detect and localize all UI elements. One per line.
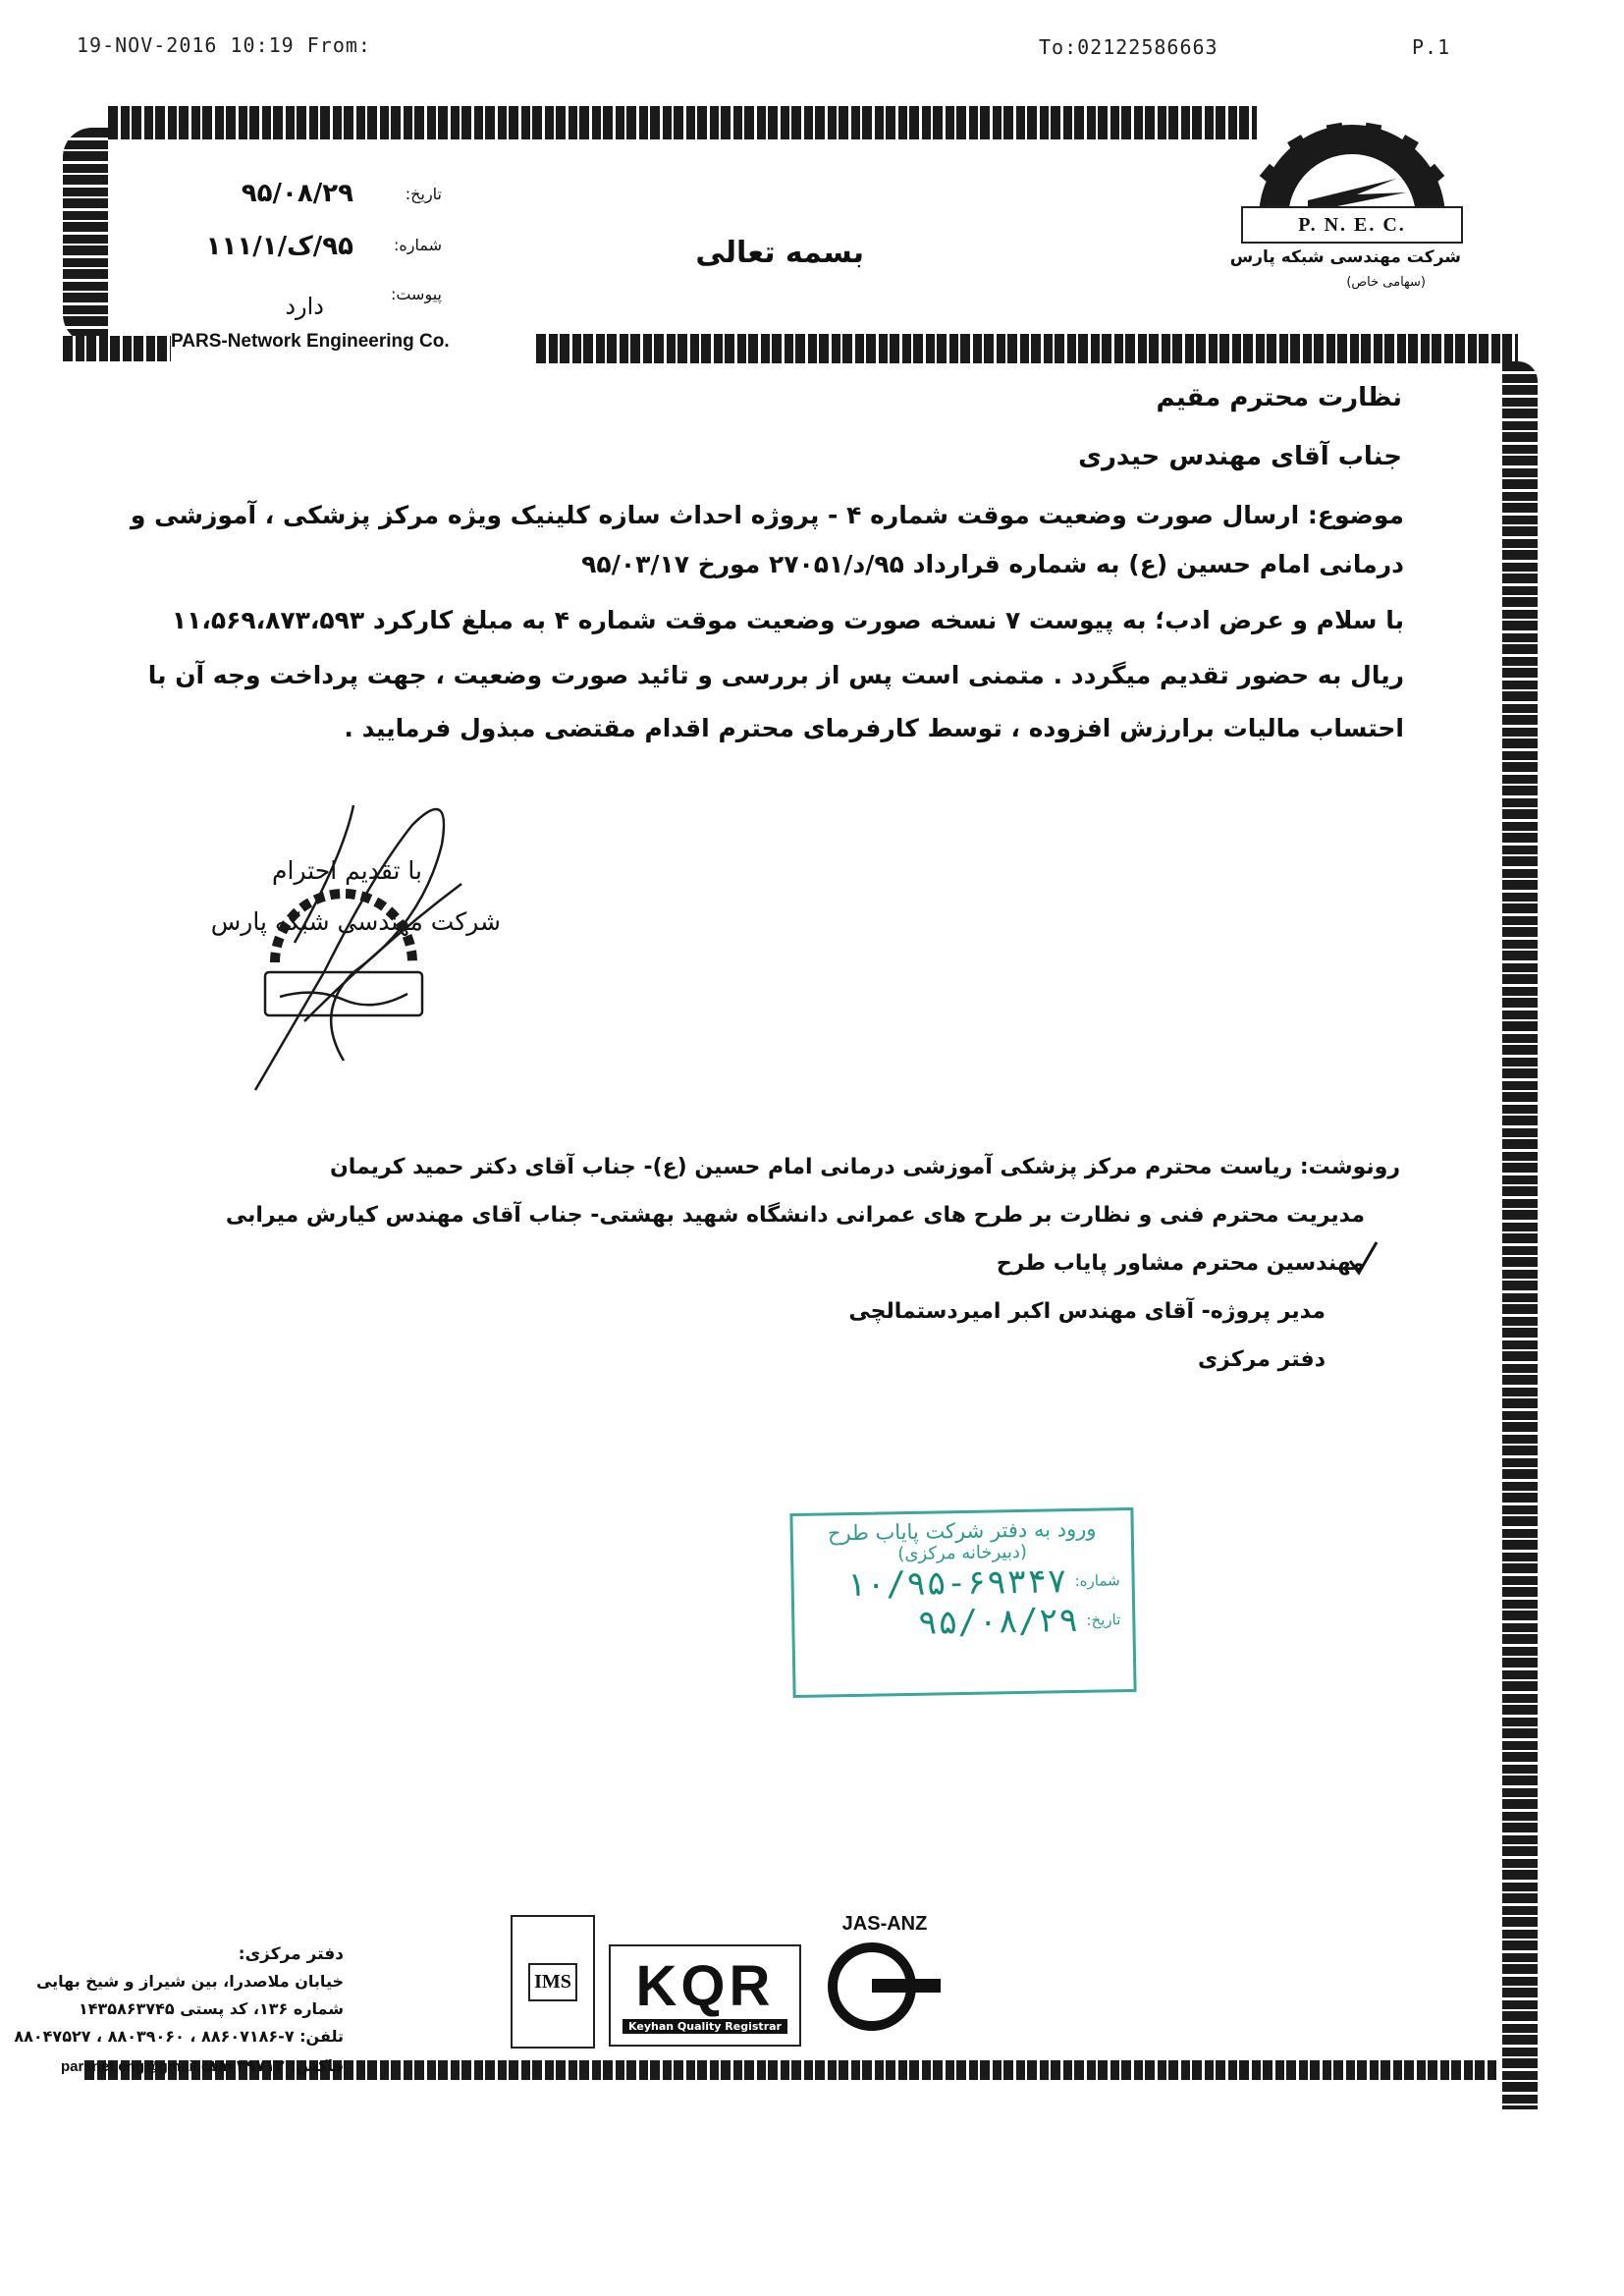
receipt-stamp-number-value: ۱۰/۹۵-۶۹۳۴۷: [845, 1561, 1068, 1606]
receipt-stamp-title: ورود به دفتر شرکت پایاب طرح: [827, 1516, 1097, 1546]
jas-anz-mark-icon: [821, 1936, 948, 2038]
receipt-stamp-number-label: شماره:: [1074, 1571, 1120, 1591]
kqr-certification-logo: [609, 1944, 801, 2047]
letter-attachment-label: پیوست:: [390, 285, 442, 303]
kqr-logo-text: KQR: [635, 1953, 775, 2018]
footer-address: خیابان ملاصدرا، بین شیراز و شیخ بهایی: [35, 1972, 344, 1991]
closing-text: با تقدیم احترام: [272, 856, 422, 885]
signature-seal-icon: [236, 766, 530, 1100]
receipt-stamp-number-row: [805, 1560, 1120, 1606]
jas-anz-logo-text: JAS-ANZ: [841, 1913, 928, 1935]
signatory-company: شرکت مهندسی شبکه پارس: [210, 907, 501, 936]
company-name-fa: شرکت مهندسی شبکه پارس: [1229, 247, 1461, 267]
receipt-stamp-date-value: ۹۵/۰۸/۲۹: [917, 1600, 1079, 1643]
cc-line-5: دفتر مرکزی: [1198, 1347, 1326, 1372]
receipt-stamp-date-label: تاریخ:: [1086, 1611, 1121, 1629]
kqr-logo-subtext: Keyhan Quality Registrar: [623, 2019, 787, 2034]
ims-logo-text: IMS: [528, 1963, 577, 2001]
letter-attachment-value: دارد: [285, 293, 324, 320]
letter-date-value: ۹۵/۰۸/۲۹: [241, 179, 353, 208]
body-line-3: احتساب مالیات برارزش افزوده ، توسط کارفرمای محترم اقدام مقتضی مبذول فرمایید .: [344, 714, 1404, 742]
body-line-1: با سلام و عرض ادب؛ به پیوست ۷ نسخه صورت وضعیت موقت شماره ۴ به مبلغ کارکرد ۱۱،۵۶۹،۸۷۳،۵۹۳: [171, 606, 1404, 634]
subject-line-2: درمانی امام حسین (ع) به شماره قرارداد ۹۵/د/۲۷۰۵۱ مورخ ۹۵/۰۳/۱۷: [581, 550, 1404, 578]
company-logo: [1229, 110, 1465, 316]
ims-certification-logo: [511, 1915, 595, 2049]
footer-fax: فاکس: ۸۸۰۳۹۷۱۲: [207, 2056, 344, 2075]
footer-email-link[interactable]: parsnet.eng@gmail.com: [61, 2058, 232, 2075]
receipt-stamp-subtitle: (دبیرخانه مرکزی): [897, 1541, 1028, 1565]
subject-line-1: موضوع: ارسال صورت وضعیت موقت شماره ۴ - پروژه احداث سازه کلینیک ویژه مرکز پزشکی ، آموزشی و: [130, 501, 1404, 529]
body-line-2: ریال به حضور تقدیم میگردد . متمنی است پس از بررسی و تائید صورت وضعیت ، جهت پرداخت وجه آن با: [147, 661, 1404, 689]
company-name-en: PARS-Network Engineering Co.: [171, 331, 450, 352]
frame-right-band: [1502, 361, 1538, 2109]
letter-number-value: ۹۵/ک/۱۱۱/۱: [205, 232, 353, 261]
checkmark-icon: [1347, 1239, 1379, 1279]
frame-bottom-left-band: [63, 336, 171, 361]
cc-line-4: مدیر پروژه- آقای مهندس اکبر امیردستمالچی: [848, 1299, 1326, 1324]
letter-date-label: تاریخ:: [405, 185, 442, 203]
footer-number-postal: شماره ۱۳۶، کد پستی ۱۴۳۵۸۶۳۷۴۵: [79, 1999, 344, 2018]
footer-office-label: دفتر مرکزی:: [238, 1944, 344, 1964]
cc-line-3: مهندسین محترم مشاور پایاب طرح: [996, 1251, 1365, 1276]
receipt-stamp: [789, 1507, 1136, 1698]
fax-datetime: 19-NOV-2016 10:19 From:: [77, 33, 371, 57]
recipient-line-2: جناب آقای مهندس حیدری: [1078, 442, 1402, 471]
fax-to-number: To:02122586663: [1039, 35, 1218, 59]
frame-top-band: [108, 106, 1257, 139]
recipient-line-1: نظارت محترم مقیم: [1156, 383, 1402, 412]
jas-anz-certification-logo: [821, 1913, 948, 2047]
logo-letters: P. N. E. C.: [1241, 206, 1463, 244]
frame-left-band: [63, 128, 108, 344]
cc-line-2: مدیریت محترم فنی و نظارت بر طرح های عمرانی دانشگاه شهید بهشتی- جناب آقای مهندس کیارش میرابی: [225, 1203, 1365, 1228]
company-type: (سهامی خاص): [1346, 275, 1426, 290]
letter-number-label: شماره:: [393, 236, 442, 254]
fax-page-number: P.1: [1412, 35, 1451, 59]
frame-middle-band: [536, 334, 1518, 363]
bismillah-heading: بسمه تعالی: [695, 236, 864, 270]
cc-line-1: رونوشت: ریاست محترم مرکز پزشکی آموزشی درمانی امام حسین (ع)- جناب آقای دکتر حمید کریمان: [330, 1155, 1400, 1179]
receipt-stamp-date-row: [806, 1600, 1121, 1645]
footer-phone: تلفن: ۷-۸۸۶۰۷۱۸۶ ، ۸۸۰۳۹۰۶۰ ، ۸۸۰۴۷۵۲۷: [14, 2027, 344, 2046]
